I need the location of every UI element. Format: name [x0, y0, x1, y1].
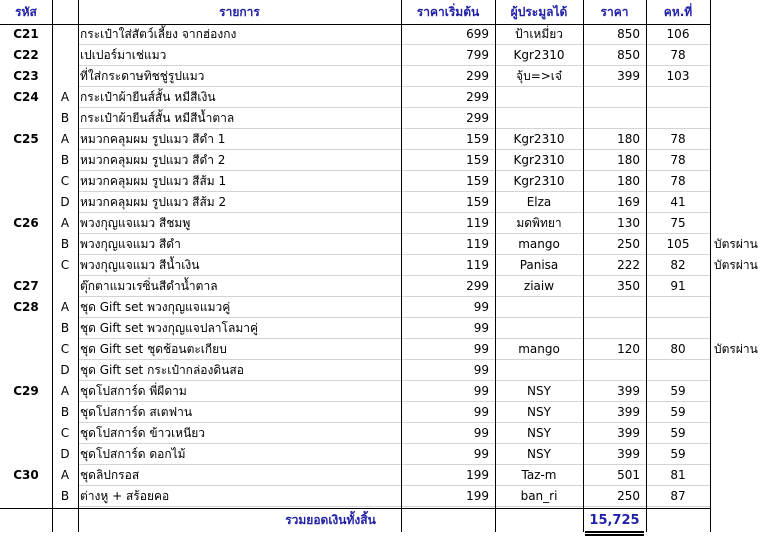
cell-code: [0, 339, 52, 360]
cell-post: 81: [670, 468, 686, 482]
cell-code: [0, 150, 52, 171]
cell-code: [0, 108, 52, 129]
cell-code: C22: [13, 48, 39, 62]
row-gridline: [78, 506, 710, 507]
cell-name: ชุดโปสการ์ด ข้าวเหนียว: [80, 426, 206, 440]
cell-post: 78: [670, 48, 686, 62]
cell-code: C21: [13, 27, 39, 41]
cell-price: 130: [617, 216, 640, 230]
cell-price: [583, 318, 646, 339]
cell-sub: A: [60, 384, 70, 398]
cell-code: [0, 255, 52, 276]
cell-post: 80: [670, 342, 686, 356]
cell-name: พวงกุญแจแมว สีชมพู: [80, 216, 191, 230]
cell-note: [710, 192, 768, 213]
cell-price: 180: [617, 174, 640, 188]
cell-winner: Elza: [526, 195, 552, 209]
cell-code: [0, 444, 52, 465]
header-item: รายการ: [219, 5, 260, 19]
cell-post: 59: [670, 405, 686, 419]
cell-price: [583, 297, 646, 318]
cell-sub: A: [60, 90, 70, 104]
cell-name: หมวกคลุมผม รูปแมว สีดำ 2: [80, 153, 226, 167]
cell-start: 119: [466, 237, 489, 251]
cell-winner: Taz-m: [521, 468, 557, 482]
column-border: [495, 0, 496, 532]
cell-code: [0, 234, 52, 255]
cell-name: ชุด Gift set ชุดช้อนตะเกียบ: [80, 342, 227, 356]
cell-note: บัตรผ่าน: [714, 237, 758, 251]
cell-sub: A: [60, 216, 70, 230]
cell-start: 99: [473, 426, 489, 440]
cell-note: [710, 129, 768, 150]
cell-code: C25: [13, 132, 39, 146]
cell-winner: mango: [518, 237, 560, 251]
cell-name: ชุด Gift set พวงกุญแจแมวคู่: [80, 300, 231, 314]
cell-winner: Kgr2310: [513, 174, 565, 188]
cell-sub: C: [60, 174, 70, 188]
cell-start: 99: [473, 363, 489, 377]
cell-name: ชุดโปสการ์ด พี่ผีดาม: [80, 384, 187, 398]
cell-price: 850: [617, 48, 640, 62]
cell-name: ชุดโปสการ์ด สเตฟาน: [80, 405, 193, 419]
cell-code: C28: [13, 300, 39, 314]
cell-sub: [52, 66, 78, 87]
cell-price: 180: [617, 153, 640, 167]
cell-name: พวงกุญแจแมว สีดำ: [80, 237, 181, 251]
cell-start: 159: [466, 174, 489, 188]
cell-sub: [52, 24, 78, 45]
cell-post: [646, 87, 710, 108]
cell-sub: A: [60, 132, 70, 146]
cell-note: [710, 297, 768, 318]
row-border: [0, 508, 710, 509]
cell-sub: C: [60, 258, 70, 272]
cell-start: 99: [473, 300, 489, 314]
cell-start: 159: [466, 153, 489, 167]
cell-sub: [52, 45, 78, 66]
cell-price: 399: [617, 447, 640, 461]
cell-price: 120: [617, 342, 640, 356]
cell-start: 99: [473, 447, 489, 461]
cell-code: C24: [13, 90, 39, 104]
cell-price: 250: [617, 489, 640, 503]
cell-sub: B: [60, 153, 70, 167]
cell-winner: ban_ri: [520, 489, 558, 503]
cell-note: [710, 45, 768, 66]
cell-note: [710, 150, 768, 171]
cell-start: 99: [473, 405, 489, 419]
cell-post: 105: [666, 237, 690, 251]
column-border: [52, 0, 53, 532]
cell-note: [710, 423, 768, 444]
cell-code: C26: [13, 216, 39, 230]
cell-winner: Kgr2310: [513, 132, 565, 146]
cell-code: [0, 360, 52, 381]
cell-sub: B: [60, 489, 70, 503]
cell-start: 699: [466, 27, 489, 41]
cell-note: [710, 486, 768, 507]
cell-start: 199: [466, 489, 489, 503]
cell-sub: C: [60, 342, 70, 356]
cell-note: [710, 381, 768, 402]
cell-code: C23: [13, 69, 39, 83]
cell-price: 169: [617, 195, 640, 209]
cell-price: [583, 87, 646, 108]
cell-code: [0, 402, 52, 423]
cell-name: ตุ๊กตาแมวเรซิ่นสีดำน้ำตาล: [80, 279, 218, 293]
cell-name: ต่างหู + สร้อยคอ: [80, 489, 170, 503]
cell-winner: [495, 87, 583, 108]
cell-winner: Kgr2310: [513, 48, 565, 62]
cell-code: C30: [13, 468, 39, 482]
cell-winner: mango: [518, 342, 560, 356]
cell-note: [710, 87, 768, 108]
cell-code: [0, 423, 52, 444]
cell-start: 99: [473, 342, 489, 356]
cell-post: 59: [670, 447, 686, 461]
cell-code: [0, 318, 52, 339]
cell-sub: B: [60, 405, 70, 419]
cell-note: [710, 444, 768, 465]
cell-note: บัตรผ่าน: [714, 342, 758, 356]
cell-winner: NSY: [527, 384, 551, 398]
cell-note: บัตรผ่าน: [714, 258, 758, 272]
cell-code: C27: [13, 279, 39, 293]
cell-winner: NSY: [527, 405, 551, 419]
cell-start: 119: [466, 258, 489, 272]
cell-note: [710, 360, 768, 381]
cell-price: 850: [617, 27, 640, 41]
cell-post: 78: [670, 153, 686, 167]
cell-code: C29: [13, 384, 39, 398]
cell-sub: B: [60, 111, 70, 125]
cell-note: [710, 66, 768, 87]
cell-post: 82: [670, 258, 686, 272]
cell-post: 87: [670, 489, 686, 503]
row-border: [0, 24, 710, 25]
cell-price: 350: [617, 279, 640, 293]
cell-winner: มดพิทยา: [516, 216, 562, 230]
cell-note: [710, 276, 768, 297]
cell-note: [710, 465, 768, 486]
cell-sub: [52, 276, 78, 297]
header-price: ราคา: [600, 5, 629, 19]
cell-post: 103: [666, 69, 690, 83]
cell-start: 99: [473, 384, 489, 398]
cell-post: 41: [670, 195, 686, 209]
cell-sub: D: [60, 195, 70, 209]
total-value: 15,725: [589, 513, 640, 528]
cell-start: 299: [466, 69, 489, 83]
cell-winner: ziaiw: [523, 279, 555, 293]
total-underline: [585, 531, 644, 533]
cell-name: ชุดลิปกรอส: [80, 468, 140, 482]
cell-post: [646, 318, 710, 339]
cell-sub: B: [60, 321, 70, 335]
cell-name: พวงกุญแจแมว สีน้ำเงิน: [80, 258, 200, 272]
cell-start: 119: [466, 216, 489, 230]
cell-winner: Panisa: [519, 258, 559, 272]
cell-post: 59: [670, 384, 686, 398]
cell-post: 78: [670, 132, 686, 146]
cell-winner: [495, 360, 583, 381]
cell-note: [710, 318, 768, 339]
column-border: [78, 0, 79, 532]
column-border: [646, 0, 647, 532]
header-winner: ผู้ประมูลได้: [510, 5, 568, 19]
cell-sub: D: [60, 363, 70, 377]
cell-name: เปเปอร์มาเช่แมว: [80, 48, 167, 62]
cell-start: 159: [466, 195, 489, 209]
cell-winner: [495, 318, 583, 339]
cell-note: [710, 171, 768, 192]
cell-post: 59: [670, 426, 686, 440]
cell-price: 399: [617, 384, 640, 398]
cell-start: 99: [473, 321, 489, 335]
cell-winner: NSY: [527, 447, 551, 461]
column-border: [710, 0, 711, 532]
cell-sub: D: [60, 447, 70, 461]
cell-winner: Kgr2310: [513, 153, 565, 167]
cell-name: กระเป๋าใส่สัตว์เลี้ยง จากฮ่องกง: [80, 27, 237, 41]
cell-note: [710, 24, 768, 45]
cell-price: 180: [617, 132, 640, 146]
cell-start: 299: [466, 111, 489, 125]
header-remark: คห.ที่: [663, 5, 693, 19]
cell-name: ชุด Gift set กระเป๋ากล่องดินสอ: [80, 363, 244, 377]
cell-price: 501: [617, 468, 640, 482]
cell-name: กระเป๋าผ้ายีนส์สั้น หมีสีน้ำตาล: [80, 111, 235, 125]
cell-post: 91: [670, 279, 686, 293]
header-code: รหัส: [15, 5, 37, 19]
cell-name: หมวกคลุมผม รูปแมว สีส้ม 2: [80, 195, 227, 209]
cell-name: หมวกคลุมผม รูปแมว สีส้ม 1: [80, 174, 227, 188]
cell-start: 199: [466, 468, 489, 482]
cell-post: [646, 360, 710, 381]
cell-code: [0, 171, 52, 192]
cell-sub: A: [60, 468, 70, 482]
cell-winner: NSY: [527, 426, 551, 440]
cell-price: 399: [617, 426, 640, 440]
cell-post: [646, 108, 710, 129]
cell-note: [710, 108, 768, 129]
cell-name: กระเป๋าผ้ายีนส์สั้น หมีสีเงิน: [80, 90, 216, 104]
cell-winner: [495, 297, 583, 318]
cell-start: 299: [466, 90, 489, 104]
cell-price: 250: [617, 237, 640, 251]
cell-price: [583, 360, 646, 381]
header-start-price: ราคาเริ่มต้น: [416, 5, 480, 19]
cell-winner: [495, 108, 583, 129]
cell-code: [0, 192, 52, 213]
cell-start: 159: [466, 132, 489, 146]
cell-winner: จุ้บ=>เจ๋: [516, 69, 562, 83]
total-label: รวมยอดเงินทั้งสิ้น: [285, 513, 376, 527]
cell-start: 299: [466, 279, 489, 293]
cell-price: 399: [617, 405, 640, 419]
column-border: [583, 0, 584, 532]
cell-price: [583, 108, 646, 129]
cell-sub: A: [60, 300, 70, 314]
column-border: [401, 0, 402, 532]
cell-name: หมวกคลุมผม รูปแมว สีดำ 1: [80, 132, 226, 146]
cell-note: [710, 402, 768, 423]
cell-post: 106: [666, 27, 690, 41]
cell-winner: ป้าเหมี่ยว: [514, 27, 564, 41]
cell-name: ที่ใส่กระดาษทิชชู่รูปแมว: [80, 69, 205, 83]
cell-sub: C: [60, 426, 70, 440]
cell-name: ชุด Gift set พวงกุญแจปลาโลมาคู่: [80, 321, 259, 335]
cell-start: 799: [466, 48, 489, 62]
cell-price: 399: [617, 69, 640, 83]
cell-sub: B: [60, 237, 70, 251]
cell-post: 75: [670, 216, 686, 230]
cell-post: [646, 297, 710, 318]
cell-note: [710, 213, 768, 234]
cell-name: ชุดโปสการ์ด ดอกไม้: [80, 447, 186, 461]
cell-code: [0, 486, 52, 507]
cell-post: 78: [670, 174, 686, 188]
cell-price: 222: [617, 258, 640, 272]
